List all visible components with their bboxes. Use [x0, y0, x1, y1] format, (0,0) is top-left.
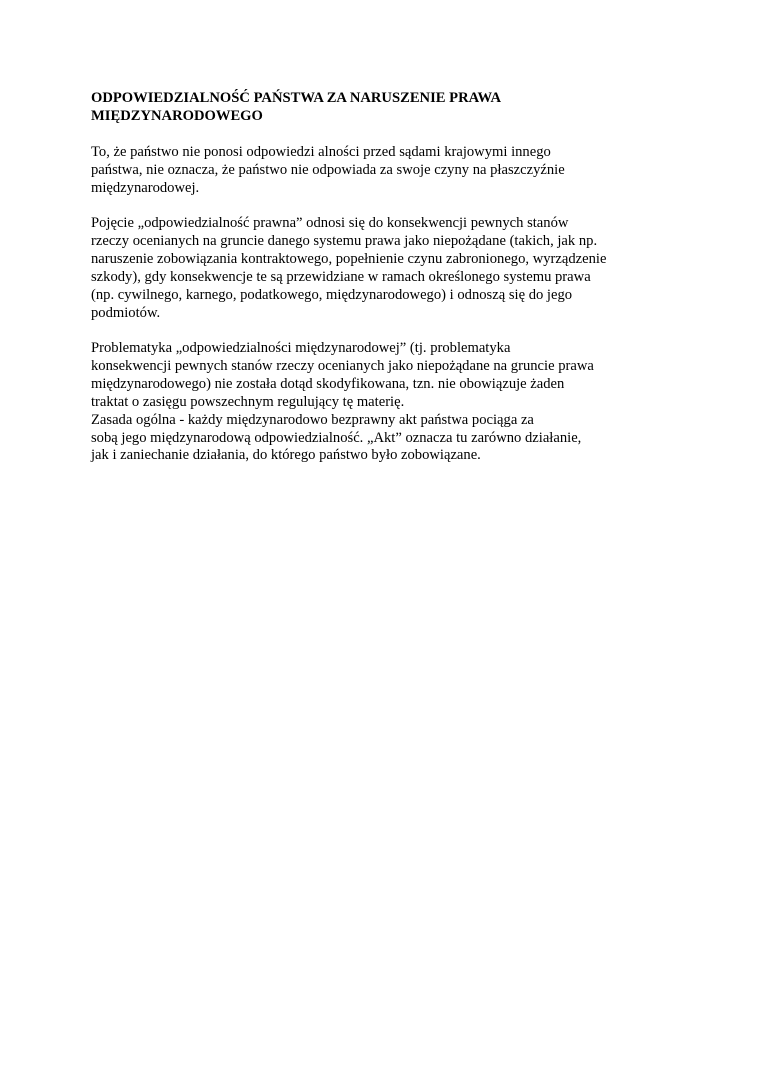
text-line: traktat o zasięgu powszechnym regulujący tę materię. [91, 393, 405, 410]
text-line: jak i zaniechanie działania, do którego państwo było zobowiązane. [91, 447, 481, 464]
paragraph-3 [91, 340, 651, 412]
text-line: Problematyka „odpowiedzialności międzynarodowej” (tj. problematyka [91, 339, 511, 356]
text-line: (np. cywilnego, karnego, podatkowego, międzynarodowego) i odnoszą się do jego [91, 286, 573, 303]
text-line: naruszenie zobowiązania kontraktowego, popełnienie czynu zabronionego, wyrządzenie [91, 250, 607, 267]
paragraph-2 [91, 215, 651, 322]
text-line: państwa, nie oznacza, że państwo nie odpowiada za swoje czyny na płaszczyźnie [91, 161, 565, 178]
text-line: Zasada ogólna - każdy międzynarodowo bezprawny akt państwa pociąga za [91, 411, 534, 428]
document-title [91, 90, 651, 126]
title-line: MIĘDZYNARODOWEGO [91, 107, 263, 124]
text-line: sobą jego międzynarodową odpowiedzialność. „Akt” oznacza tu zarówno działanie, [91, 429, 582, 446]
paragraph-1 [91, 144, 651, 198]
document-body [91, 90, 651, 465]
text-line: rzeczy ocenianych na gruncie danego systemu prawa jako niepożądane (takich, jak np. [91, 232, 598, 249]
title-line: ODPOWIEDZIALNOŚĆ PAŃSTWA ZA NARUSZENIE PRAWA [91, 90, 502, 106]
text-line: międzynarodowego) nie została dotąd skodyfikowana, tzn. nie obowiązuje żaden [91, 375, 565, 392]
text-line: Pojęcie „odpowiedzialność prawna” odnosi się do konsekwencji pewnych stanów [91, 215, 569, 232]
paragraph-4 [91, 412, 651, 466]
text-line: konsekwencji pewnych stanów rzeczy ocenianych jako niepożądane na gruncie prawa [91, 357, 594, 374]
text-line: międzynarodowej. [91, 179, 200, 196]
text-line: szkody), gdy konsekwencje te są przewidziane w ramach określonego systemu prawa [91, 268, 591, 285]
text-line: podmiotów. [91, 304, 161, 321]
text-line: To, że państwo nie ponosi odpowiedzi alności przed sądami krajowymi innego [91, 143, 551, 160]
